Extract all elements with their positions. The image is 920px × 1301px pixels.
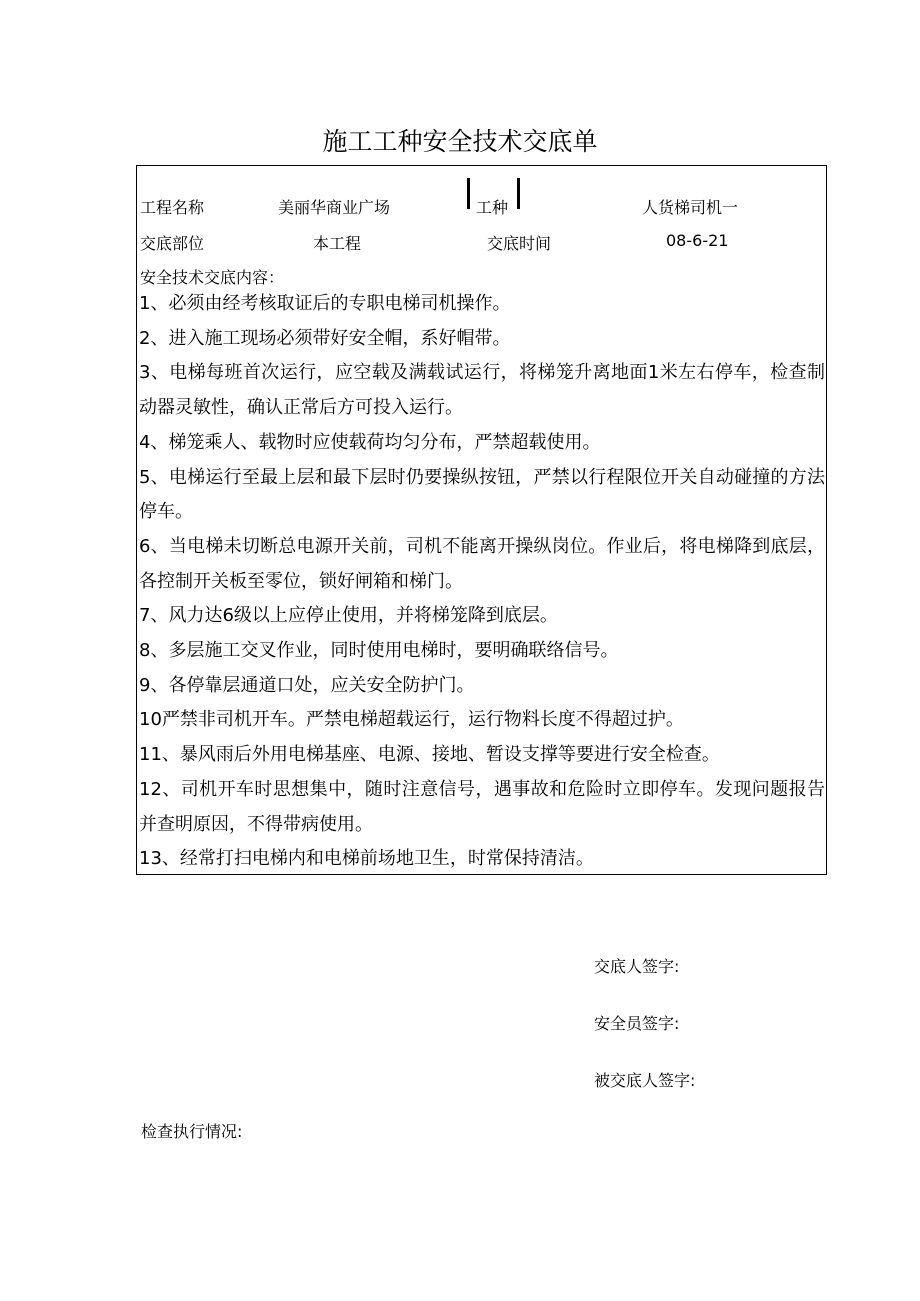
safety-item: 1、必须由经考核取证后的专职电梯司机操作。 bbox=[139, 293, 511, 314]
safety-item: 10严禁非司机开车。严禁电梯超载运行，运行物料长度不得超过护。 bbox=[139, 709, 684, 731]
disclosure-part-value: 本工程 bbox=[313, 234, 362, 253]
safety-item: 8、多层施工交叉作业，同时使用电梯时，要明确联络信号。 bbox=[139, 640, 619, 662]
cell-divider-right bbox=[517, 178, 520, 209]
safety-item: 9、各停靠层通道口处，应关安全防护门。 bbox=[139, 674, 475, 696]
safety-item: 2、进入施工现场必须带好安全帽，系好帽带。 bbox=[139, 327, 511, 349]
safety-officer-signature: 安全员签字: bbox=[594, 1014, 680, 1033]
contents-heading: 安全技术交底内容： bbox=[140, 268, 285, 287]
safety-item: 12、司机开车时思想集中，随时注意信号，遇事故和危险时立即停车。发现问题报告并查明原因，不得带病使用。 bbox=[139, 778, 825, 835]
safety-item: 3、电梯每班首次运行，应空载及满载试运行，将梯笼升离地面1米左右停车，检查制动器灵敏性，确认正常后方可投入运行。 bbox=[139, 362, 825, 419]
recipient-signature: 被交底人签字: bbox=[594, 1071, 696, 1090]
disclosure-time-label: 交底时间 bbox=[487, 234, 552, 253]
safety-item: 7、风力达6级以上应停止使用，并将梯笼降到底层。 bbox=[139, 605, 558, 627]
trade-value: 人货梯司机一 bbox=[642, 198, 739, 217]
disclosure-time-value: 08-6-21 bbox=[666, 231, 729, 250]
cell-divider-left bbox=[467, 178, 470, 209]
disclosure-part-label: 交底部位 bbox=[140, 234, 205, 253]
safety-item: 5、电梯运行至最上层和最下层时仍要操纵按钮，严禁以行程限位开关自动碰撞的方法停车。 bbox=[139, 466, 825, 523]
trade-label: 工种 bbox=[476, 198, 509, 217]
document-title: 施工工种安全技术交底单 bbox=[322, 127, 598, 156]
discloser-signature: 交底人签字: bbox=[594, 957, 680, 976]
inspection-status-label: 检查执行情况: bbox=[141, 1122, 243, 1141]
safety-item: 13、经常打扫电梯内和电梯前场地卫生，时常保持清洁。 bbox=[139, 848, 594, 870]
project-name-label: 工程名称 bbox=[140, 198, 205, 217]
project-name-value: 美丽华商业广场 bbox=[278, 198, 391, 217]
safety-item: 4、梯笼乘人、载物时应使载荷均匀分布，严禁超载使用。 bbox=[139, 431, 601, 453]
safety-item: 11、暴风雨后外用电梯基座、电源、接地、暂设支撑等要进行安全检查。 bbox=[139, 744, 720, 766]
safety-items-list bbox=[139, 287, 825, 877]
safety-item: 6、当电梯未切断总电源开关前，司机不能离开操纵岗位。作业后，将电梯降到底层，各控制开关板至零位，锁好闸箱和梯门。 bbox=[139, 535, 825, 592]
